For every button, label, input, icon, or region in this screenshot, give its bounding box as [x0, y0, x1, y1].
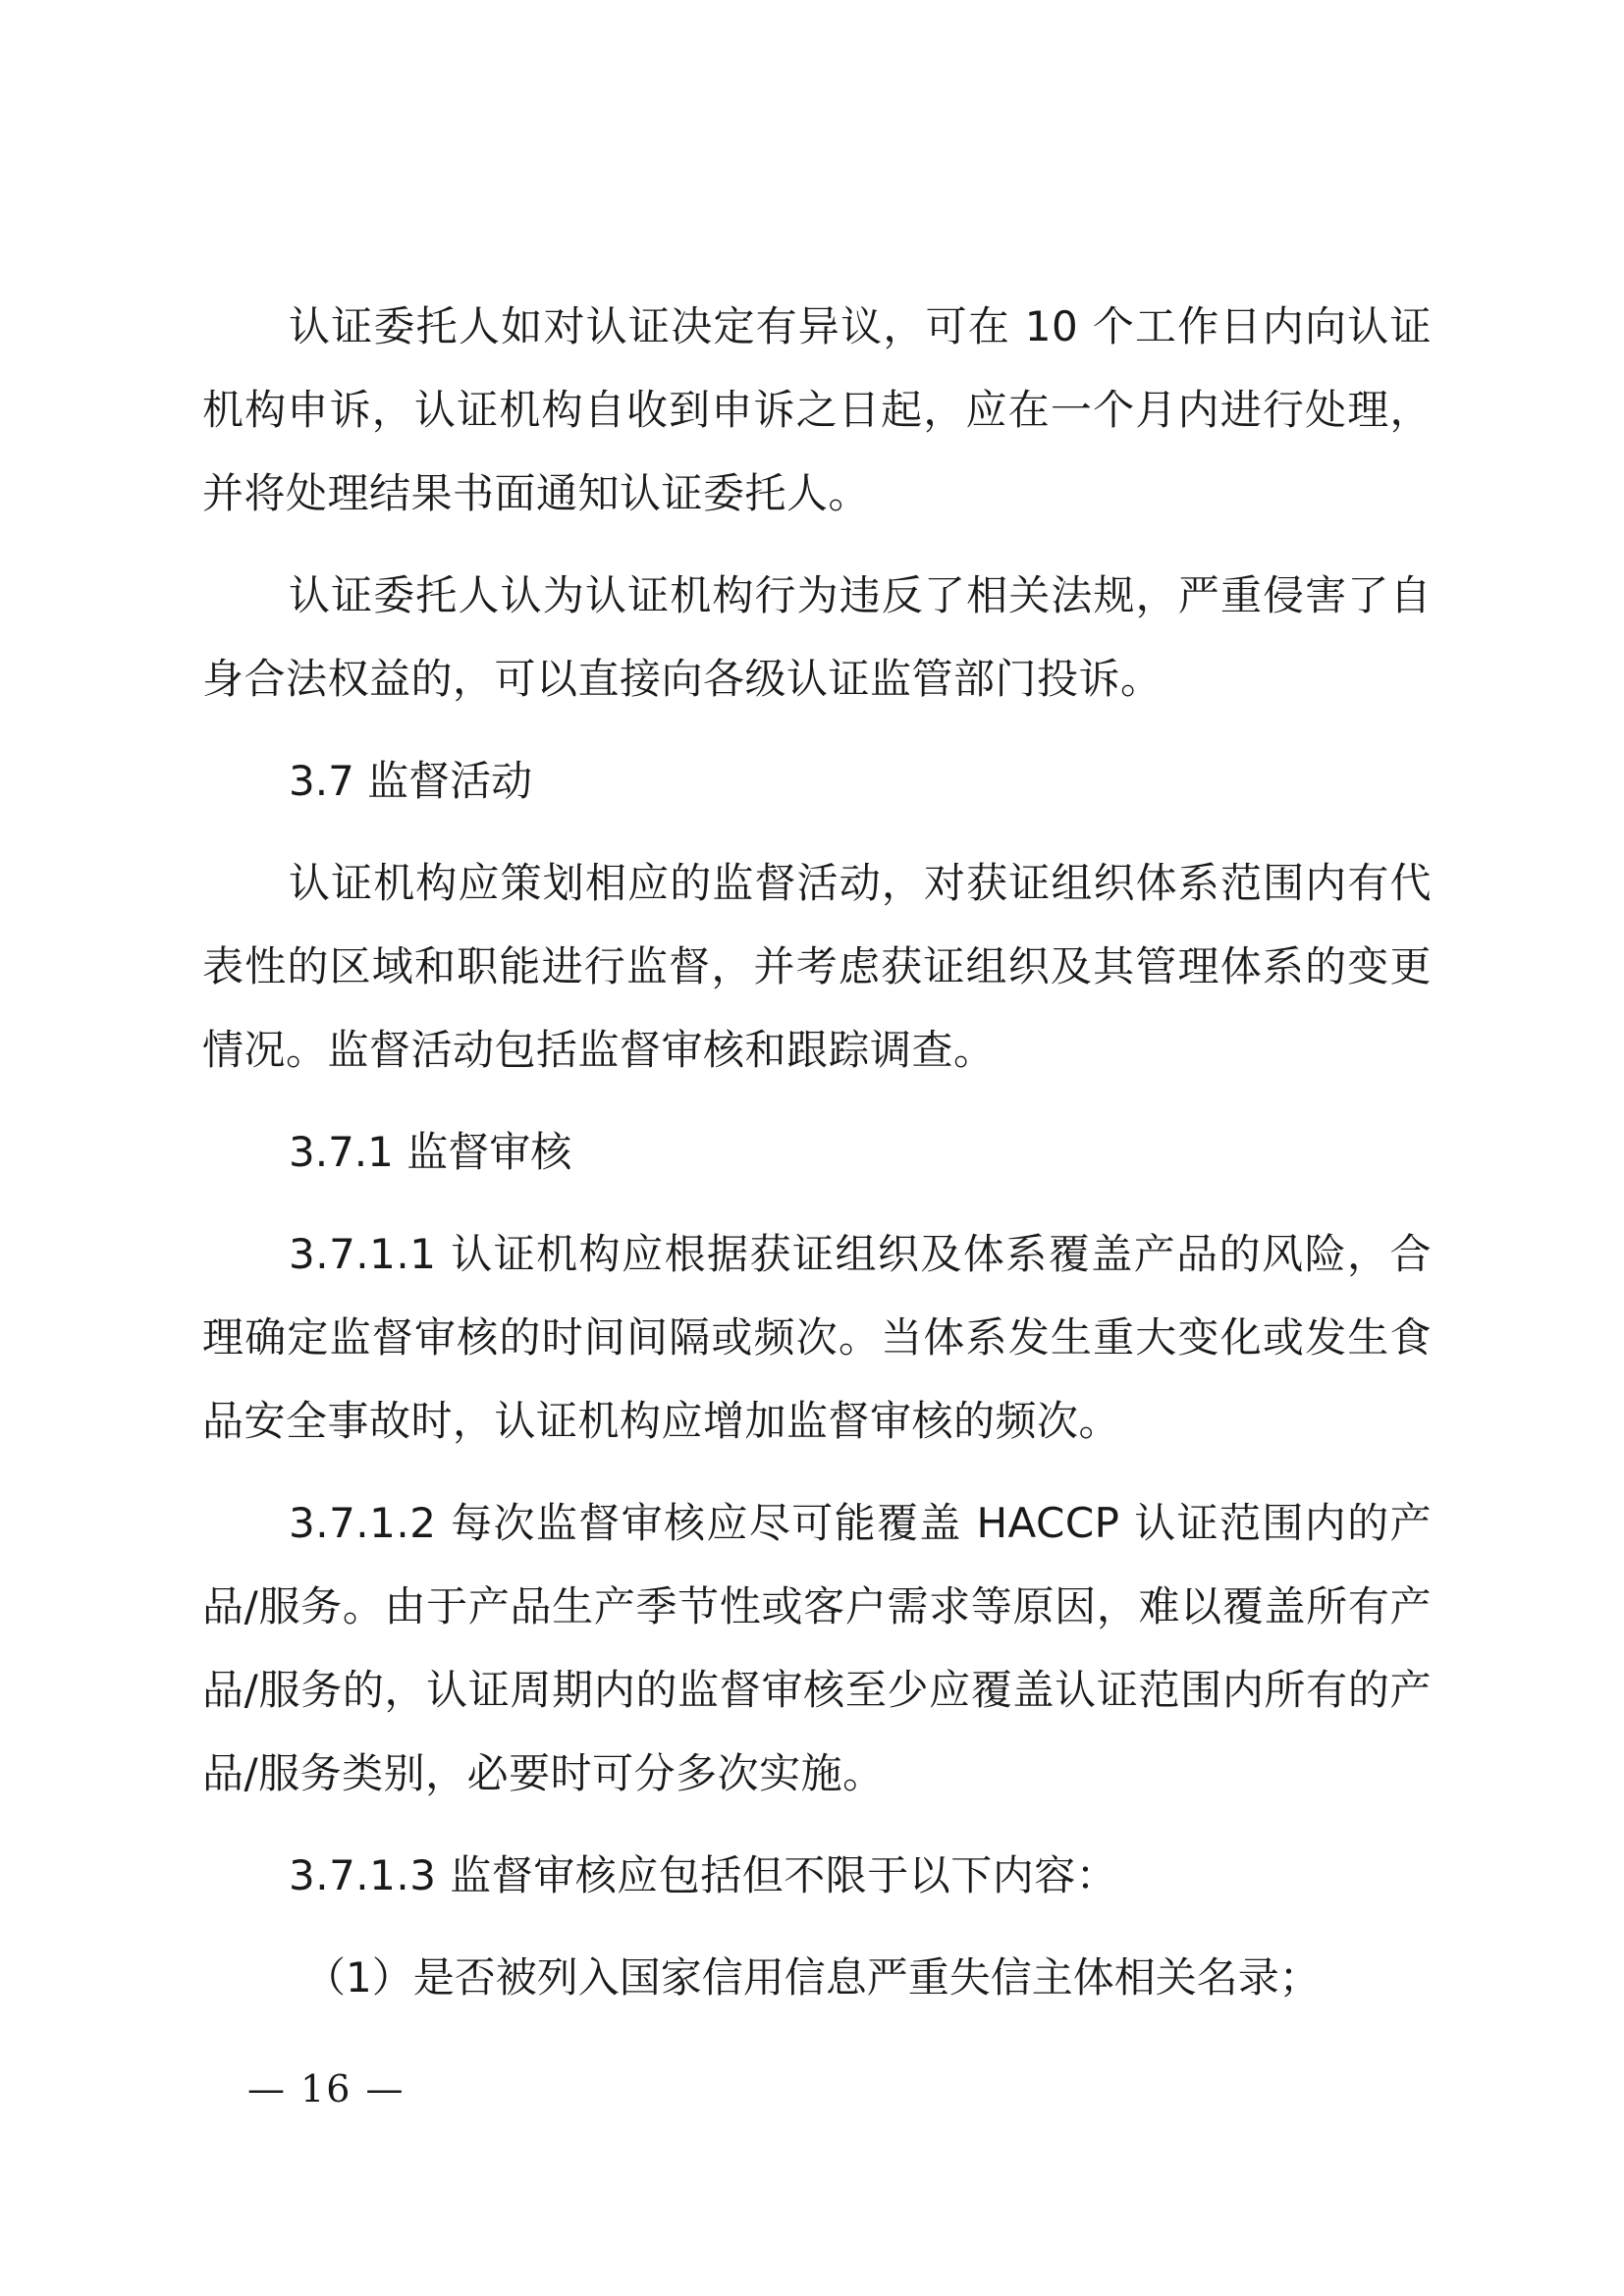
page-number: — 16 — [247, 2067, 406, 2110]
clause-3-7-1-3: 3.7.1.3 监督审核应包括但不限于以下内容： [289, 1851, 1118, 1899]
clause-3-7-1-2: 3.7.1.2 每次监督审核应尽可能覆盖 HACCP 认证范围内的产品/服务。由于产品生产季节性或客户需求等原因，难以覆盖所有产品/服务的，认证周期内的监督审核至少应覆盖认证范围内所有的产品/服务类别，必要时可分多次实施。 [202, 1499, 1432, 1797]
paragraph-complaint: 认证委托人认为认证机构行为违反了相关法规，严重侵害了自身合法权益的，可以直接向各级认证监管部门投诉。 [202, 571, 1432, 703]
paragraph-supervision-activities: 认证机构应策划相应的监督活动，对获证组织体系范围内有代表性的区域和职能进行监督，并考虑获证组织及其管理体系的变更情况。监督活动包括监督审核和跟踪调查。 [202, 859, 1432, 1074]
document-body [202, 285, 1432, 2019]
list-item-1: （1）是否被列入国家信用信息严重失信主体相关名录； [304, 1953, 1321, 2002]
section-heading-3-7: 3.7 监督活动 [289, 757, 533, 805]
paragraph-appeal: 认证委托人如对认证决定有异议，可在 10 个工作日内向认证机构申诉，认证机构自收到申诉之日起，应在一个月内进行处理，并将处理结果书面通知认证委托人。 [202, 302, 1432, 517]
section-heading-3-7-1: 3.7.1 监督审核 [289, 1128, 572, 1176]
clause-3-7-1-1: 3.7.1.1 认证机构应根据获证组织及体系覆盖产品的风险，合理确定监督审核的时间间隔或频次。当体系发生重大变化或发生食品安全事故时，认证机构应增加监督审核的频次。 [202, 1230, 1432, 1445]
